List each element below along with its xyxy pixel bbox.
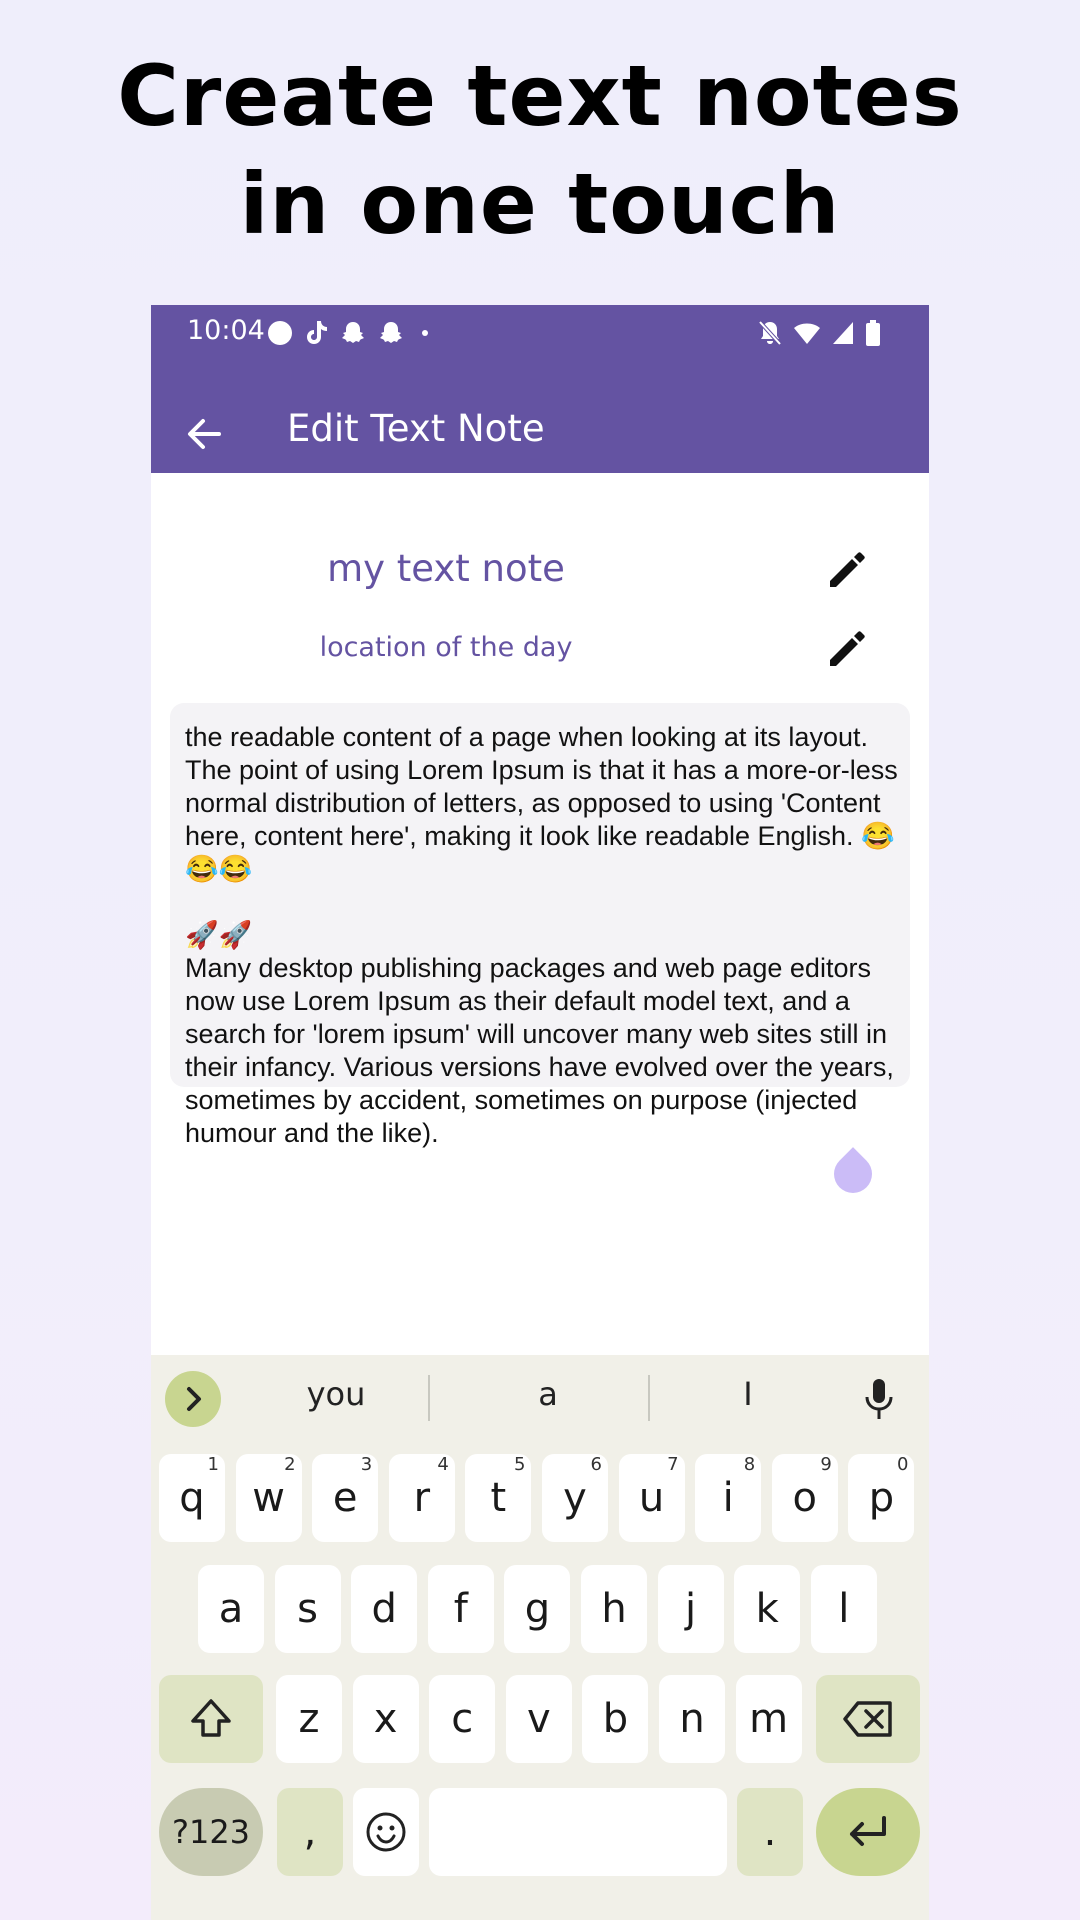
key-b[interactable]: b <box>582 1675 648 1763</box>
suggestion-bar <box>151 1355 929 1439</box>
battery-icon <box>865 319 881 347</box>
key-a[interactable]: a <box>198 1565 264 1653</box>
headline <box>0 42 1080 258</box>
key-r[interactable] <box>389 1454 455 1542</box>
snapchat-icon-2 <box>377 319 405 347</box>
pencil-icon <box>824 549 868 593</box>
key-letter: u <box>638 1475 665 1521</box>
key-g[interactable]: g <box>504 1565 570 1653</box>
wifi-icon <box>793 320 821 346</box>
key-j[interactable]: j <box>658 1565 724 1653</box>
microphone-icon <box>859 1377 899 1421</box>
snapchat-icon <box>339 319 367 347</box>
key-k[interactable]: k <box>734 1565 800 1653</box>
key-letter: y <box>563 1475 587 1521</box>
key-letter: t <box>490 1475 507 1521</box>
backspace-icon <box>842 1697 894 1741</box>
key-number-hint: 9 <box>820 1454 832 1475</box>
key-l[interactable]: l <box>811 1565 877 1653</box>
period-key[interactable]: . <box>737 1788 803 1876</box>
edit-location-button[interactable] <box>824 628 868 672</box>
mute-bell-icon <box>757 319 783 347</box>
key-letter: p <box>868 1475 895 1521</box>
key-number-hint: 6 <box>590 1454 602 1475</box>
app-bar <box>151 393 929 473</box>
note-title: my text note <box>327 547 565 590</box>
headline-line-2: in one touch <box>239 155 841 253</box>
signal-icon <box>831 320 855 346</box>
key-p[interactable] <box>848 1454 914 1542</box>
symbols-key[interactable]: ?123 <box>159 1788 263 1876</box>
key-f[interactable]: f <box>428 1565 494 1653</box>
back-button[interactable] <box>179 409 229 459</box>
tiktok-icon <box>303 319 329 347</box>
key-w[interactable] <box>236 1454 302 1542</box>
note-location: location of the day <box>319 632 573 663</box>
space-key[interactable] <box>429 1788 727 1876</box>
key-x[interactable]: x <box>353 1675 419 1763</box>
emoji-key[interactable] <box>353 1788 419 1876</box>
suggestion-2[interactable]: a <box>538 1375 558 1413</box>
shift-icon <box>187 1695 235 1743</box>
key-i[interactable] <box>695 1454 761 1542</box>
suggestion-divider <box>648 1375 650 1421</box>
key-h[interactable]: h <box>581 1565 647 1653</box>
key-z[interactable]: z <box>276 1675 342 1763</box>
emoji-icon <box>365 1811 407 1853</box>
shift-key[interactable] <box>159 1675 263 1763</box>
key-u[interactable] <box>619 1454 685 1542</box>
key-v[interactable]: v <box>506 1675 572 1763</box>
enter-key[interactable] <box>816 1788 920 1876</box>
key-number-hint: 5 <box>513 1454 526 1475</box>
key-number-hint: 8 <box>743 1454 756 1475</box>
key-letter: o <box>792 1475 818 1521</box>
expand-toolbar-button[interactable] <box>165 1371 221 1427</box>
key-number-hint: 1 <box>207 1454 219 1475</box>
backspace-key[interactable] <box>816 1675 920 1763</box>
status-bar <box>151 305 929 393</box>
chevron-right-icon <box>165 1371 221 1427</box>
status-time: 10:04 <box>187 315 265 346</box>
suggestion-3[interactable]: I <box>743 1375 753 1413</box>
key-number-hint: 0 <box>896 1454 909 1475</box>
key-n[interactable]: n <box>659 1675 725 1763</box>
pencil-icon <box>824 628 868 672</box>
notification-icons <box>267 319 435 347</box>
keyboard <box>151 1355 929 1920</box>
key-number-hint: 4 <box>437 1454 449 1475</box>
arrow-back-icon <box>179 409 229 459</box>
key-number-hint: 2 <box>284 1454 296 1475</box>
phone-screen <box>151 305 929 1920</box>
more-notifications-dot-icon <box>415 323 435 343</box>
key-d[interactable]: d <box>351 1565 417 1653</box>
headline-line-1: Create text notes <box>117 47 963 145</box>
enter-icon <box>844 1812 892 1852</box>
key-s[interactable]: s <box>275 1565 341 1653</box>
page-title: Edit Text Note <box>287 407 545 450</box>
key-e[interactable] <box>312 1454 378 1542</box>
text-cursor-handle[interactable] <box>826 1147 880 1201</box>
key-o[interactable] <box>772 1454 838 1542</box>
key-letter: q <box>179 1475 205 1521</box>
suggestion-divider <box>428 1375 430 1421</box>
key-letter: w <box>252 1475 285 1521</box>
edit-title-button[interactable] <box>824 549 868 593</box>
circle-notification-icon <box>267 320 293 346</box>
note-content-field[interactable] <box>170 703 910 1148</box>
key-letter: i <box>722 1475 734 1521</box>
key-m[interactable]: m <box>736 1675 802 1763</box>
comma-key[interactable]: , <box>277 1788 343 1876</box>
key-t[interactable] <box>465 1454 531 1542</box>
key-number-hint: 3 <box>360 1454 373 1475</box>
key-number-hint: 7 <box>667 1454 679 1475</box>
system-icons <box>757 319 881 347</box>
key-y[interactable] <box>542 1454 608 1542</box>
key-letter: e <box>332 1475 358 1521</box>
key-c[interactable]: c <box>429 1675 495 1763</box>
key-q[interactable] <box>159 1454 225 1542</box>
suggestion-1[interactable]: you <box>306 1375 366 1413</box>
note-content-text: the readable content of a page when looking at its layout. The point of using Lorem Ipsum is that it has a more-or-less normal distribution of letters, as opposed to using 'Content here, content here', making it look like readable English. 😂😂😂 🚀🚀 Many desktop publishing packages and web page editors now use Lorem Ipsum as their default model text, and a search for 'lorem ipsum' will uncover many web sites still in their infancy. Various versions have evolved over the years, sometimes by accident, sometimes on purpose (injected humour and the like). <box>185 722 898 1148</box>
key-letter: r <box>413 1475 431 1521</box>
mic-button[interactable] <box>859 1377 899 1421</box>
